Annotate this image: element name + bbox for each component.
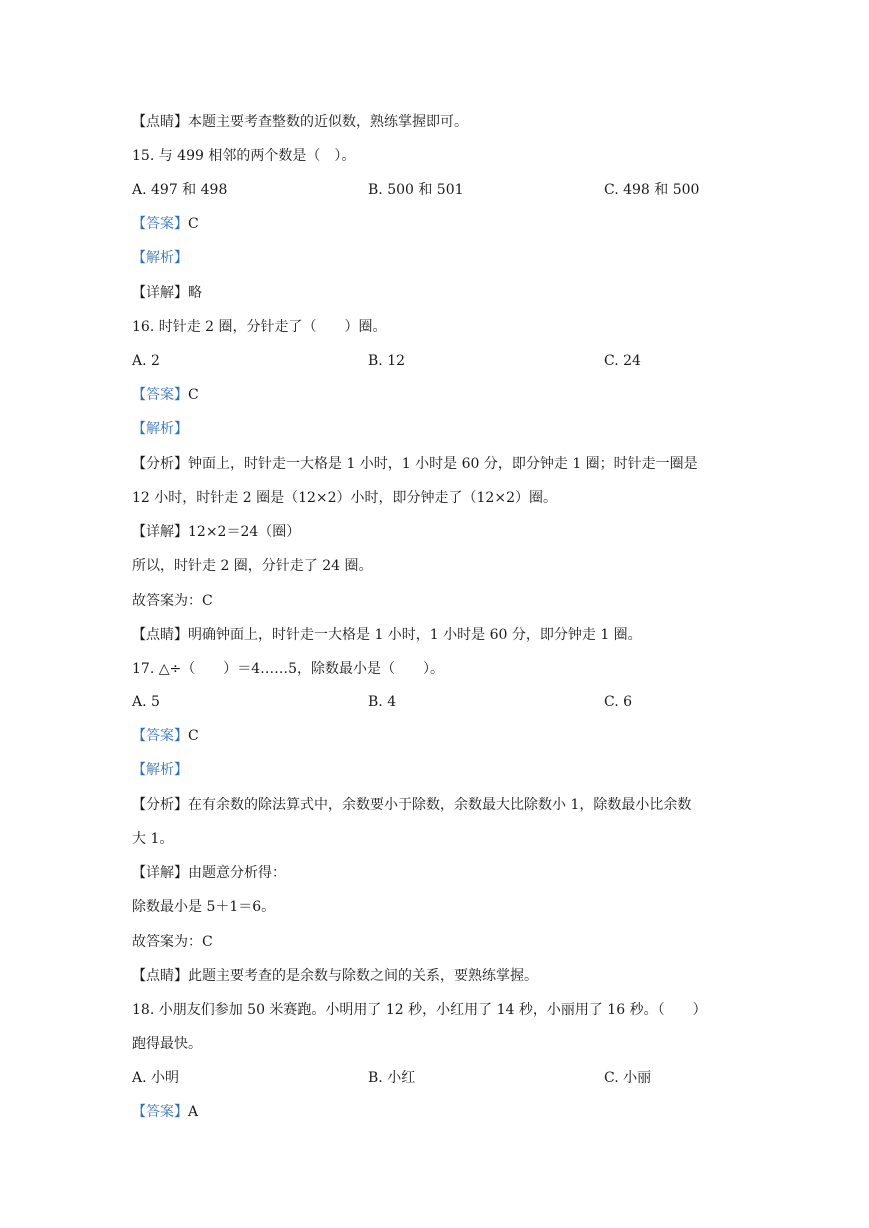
answer-tag: 【答案】 [132,728,188,744]
question-16: 16. 时针走 2 圈，分针走了（ ）圈。 [132,319,387,335]
note-text: 本题主要考查整数的近似数，熟练掌握即可。 [188,114,468,130]
q16-answer [132,385,199,405]
answer-tag: 【答案】 [132,1104,188,1120]
question-17: 17. △÷（ ）＝4……5，除数最小是（ ）。 [132,661,445,677]
q16-analysis-2: 12 小时，时针走 2 圈是（12×2）小时，即分钟走了（12×2）圈。 [132,490,557,506]
q17-option-c: C. 6 [604,694,633,710]
question-15: 15. 与 499 相邻的两个数是（ ）。 [132,148,356,164]
q17-option-b: B. 4 [368,694,397,710]
question-18: 18. 小朋友们参加 50 米赛跑。小明用了 12 秒，小红用了 14 秒，小丽用了 16 秒。（ ） [132,1002,707,1018]
q16-point [132,625,642,645]
q16-analysis-1 [132,454,698,474]
detail-text: 略 [188,285,202,301]
q16-final: 故答案为：C [132,593,213,609]
q15-option-c: C. 498 和 500 [604,182,700,198]
answer-value: A [188,1104,199,1120]
q15-answer [132,214,199,234]
q17-analysis-2: 大 1。 [132,831,174,847]
q15-analysis-tag: 【解析】 [132,250,188,266]
q17-analysis-tag: 【解析】 [132,762,188,778]
point-tag: 【点睛】 [132,627,188,643]
point-text: 明确钟面上，时针走一大格是 1 小时，1 小时是 60 分，即分钟走 1 圈。 [188,627,642,643]
tag-point: 【点睛】 [132,114,188,130]
q17-final: 故答案为：C [132,934,213,950]
q15-detail [132,283,202,303]
q16-option-b: B. 12 [368,353,406,369]
q17-analysis-1 [132,795,691,815]
q18-option-c: C. 小丽 [604,1070,652,1086]
point-tag: 【点睛】 [132,968,188,984]
q18-option-a: A. 小明 [132,1070,180,1086]
q17-option-a: A. 5 [132,694,160,710]
answer-value: C [188,728,199,744]
point-text: 此题主要考查的是余数与除数之间的关系，要熟练掌握。 [188,968,538,984]
q17-calc: 除数最小是 5＋1＝6。 [132,899,276,915]
analyze-text: 在有余数的除法算式中，余数要小于除数，余数最大比除数小 1，除数最小比余数 [188,797,692,813]
question-18-cont: 跑得最快。 [132,1036,202,1052]
analyze-tag: 【分析】 [132,797,188,813]
answer-tag: 【答案】 [132,387,188,403]
q18-option-b: B. 小红 [368,1070,416,1086]
q16-so: 所以，时针走 2 圈，分针走了 24 圈。 [132,558,373,574]
q16-option-a: A. 2 [132,353,160,369]
answer-value: C [188,387,199,403]
q16-detail [132,522,300,542]
detail-text: 12×2＝24（圈） [188,524,301,540]
q16-analysis-tag: 【解析】 [132,421,188,437]
detail-tag: 【详解】 [132,285,188,301]
point-note [132,112,468,132]
answer-tag: 【答案】 [132,216,188,232]
analyze-tag: 【分析】 [132,456,188,472]
detail-tag: 【详解】 [132,524,188,540]
detail-text: 由题意分析得： [188,865,286,881]
analyze-text: 钟面上，时针走一大格是 1 小时，1 小时是 60 分，即分钟走 1 圈；时针走一圈是 [188,456,698,472]
q15-option-b: B. 500 和 501 [368,182,464,198]
q17-answer [132,726,199,746]
q17-point [132,966,538,986]
q15-option-a: A. 497 和 498 [132,182,228,198]
detail-tag: 【详解】 [132,865,188,881]
q16-option-c: C. 24 [604,353,641,369]
q18-answer [132,1102,198,1122]
q17-detail [132,863,286,883]
answer-value: C [188,216,199,232]
